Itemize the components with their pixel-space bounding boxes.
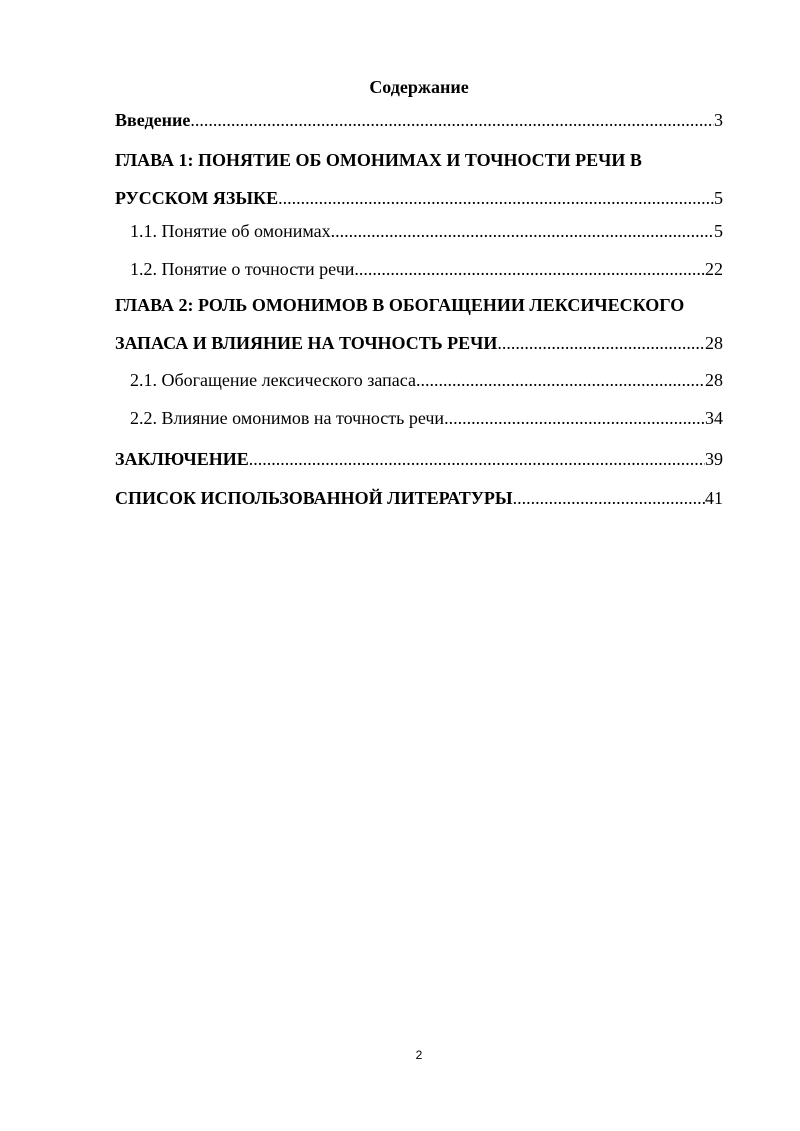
toc-entry-text: ЗАКЛЮЧЕНИЕ bbox=[115, 449, 249, 469]
toc-entry-section-1-1[interactable] bbox=[130, 212, 723, 250]
toc-leader-dots bbox=[190, 101, 714, 139]
toc-page-number: 34 bbox=[705, 408, 723, 428]
toc-entry-text: 1.1. Понятие об омонимах bbox=[130, 221, 331, 241]
toc-leader-dots bbox=[444, 399, 705, 437]
toc-leader-dots bbox=[249, 440, 705, 478]
toc-entry-section-1-2[interactable] bbox=[130, 250, 723, 288]
toc-page-number: 22 bbox=[705, 259, 723, 279]
toc-page-number: 5 bbox=[714, 188, 723, 208]
toc-page-number: 39 bbox=[705, 449, 723, 469]
toc-entry-text-line2: ЗАПАСА И ВЛИЯНИЕ НА ТОЧНОСТЬ РЕЧИ bbox=[115, 333, 498, 353]
toc-entry-section-2-1[interactable] bbox=[130, 361, 723, 399]
toc-leader-dots bbox=[331, 212, 714, 250]
toc-page-number: 28 bbox=[705, 333, 723, 353]
toc-entry-text: СПИСОК ИСПОЛЬЗОВАННОЙ ЛИТЕРАТУРЫ bbox=[115, 488, 513, 508]
toc-entry-introduction[interactable] bbox=[115, 101, 723, 139]
toc-page-number: 5 bbox=[714, 221, 723, 241]
toc-title: Содержание bbox=[369, 77, 469, 97]
toc-entry-text-line2: РУССКОМ ЯЗЫКЕ bbox=[115, 188, 279, 208]
toc-entry-text-line1: ГЛАВА 1: ПОНЯТИЕ ОБ ОМОНИМАХ И ТОЧНОСТИ РЕЧИ В bbox=[115, 150, 642, 170]
toc-entry-section-2-2[interactable] bbox=[130, 399, 723, 437]
page-number: 2 bbox=[415, 1048, 423, 1062]
toc-leader-dots bbox=[354, 250, 705, 288]
toc-entry-text-line1: ГЛАВА 2: РОЛЬ ОМОНИМОВ В ОБОГАЩЕНИИ ЛЕКСИЧЕСКОГО bbox=[115, 295, 685, 315]
toc-entry-text: 2.2. Влияние омонимов на точность речи bbox=[130, 408, 445, 428]
toc-entry-text: Введение bbox=[115, 110, 191, 130]
toc-entry-chapter-1[interactable] bbox=[115, 141, 723, 217]
toc-entry-text: 1.2. Понятие о точности речи bbox=[130, 259, 355, 279]
toc-leader-dots bbox=[513, 479, 705, 517]
toc-page-number: 28 bbox=[705, 370, 723, 390]
toc-leader-dots bbox=[416, 361, 705, 399]
toc-entry-text: 2.1. Обогащение лексического запаса bbox=[130, 370, 416, 390]
toc-entry-conclusion[interactable] bbox=[115, 440, 723, 478]
toc-entry-chapter-2[interactable] bbox=[115, 286, 723, 362]
toc-page-number: 41 bbox=[705, 488, 723, 508]
toc-page-number: 3 bbox=[714, 110, 723, 130]
toc-entry-bibliography[interactable] bbox=[115, 479, 723, 517]
toc-leader-dots bbox=[497, 324, 705, 362]
